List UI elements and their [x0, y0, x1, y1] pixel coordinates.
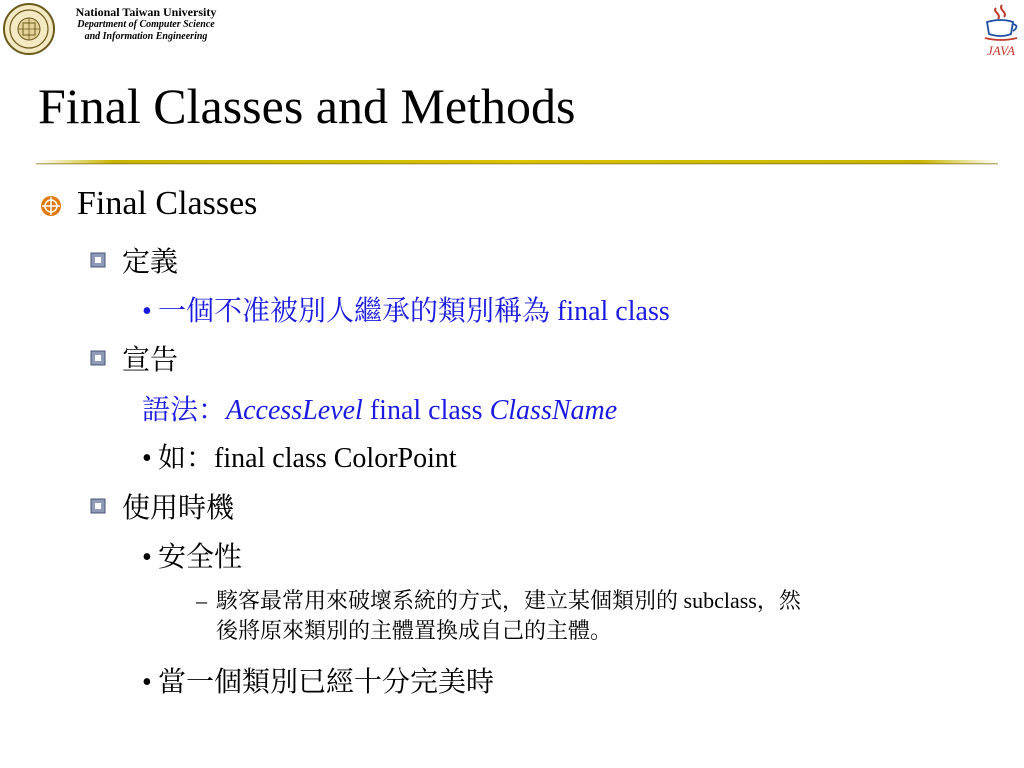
university-name: National Taiwan University: [75, 5, 217, 19]
round-bullet-icon: •: [142, 443, 152, 474]
definition-item-text: 一個不准被別人繼承的類別稱為 final class: [158, 296, 670, 327]
square-bullet-icon: [90, 350, 106, 366]
security-detail-text-1: 駭客最常用來破壞系統的方式，建立某個類別的 subclass，然: [216, 588, 801, 613]
outline-syntax-line: [142, 388, 617, 428]
outline-usage-heading: 使用時機: [122, 493, 235, 524]
java-logo-text: JAVA: [987, 43, 1015, 58]
syntax-access-level: AccessLevel: [226, 395, 363, 426]
outline-security-detail-line-1: [196, 584, 801, 615]
perfect-class-text: 當一個類別已經十分完美時: [158, 667, 495, 698]
syntax-prefix: 語法：: [142, 395, 227, 426]
outline-perfect-class: [142, 660, 494, 700]
round-bullet-icon: •: [142, 667, 152, 698]
round-bullet-icon: •: [142, 542, 152, 573]
outline-declaration-heading: 宣告: [122, 345, 179, 376]
orange-target-bullet-icon: [40, 195, 62, 217]
department-line-1: Department of Computer Science: [77, 19, 215, 31]
outline-security: [142, 535, 242, 575]
square-bullet-icon: [90, 252, 106, 268]
outline-final-classes: Final Classes: [77, 185, 258, 222]
outline-definition-heading: 定義: [122, 247, 179, 278]
security-text: 安全性: [158, 542, 243, 573]
example-text: 如：final class ColorPoint: [158, 443, 457, 474]
square-bullet-icon: [90, 498, 106, 514]
round-bullet-icon: •: [142, 296, 152, 327]
outline-example: [142, 436, 457, 476]
department-line-2: and Information Engineering: [84, 31, 208, 43]
syntax-class-name: ClassName: [489, 395, 618, 426]
outline-definition-item: [142, 289, 670, 329]
outline-security-detail-line-2: 後將原來類別的主體置換成自己的主體。: [216, 618, 613, 643]
slide-title: Final Classes and Methods: [38, 78, 576, 134]
syntax-middle: final class: [362, 395, 490, 426]
dash-bullet-icon: –: [196, 588, 207, 613]
